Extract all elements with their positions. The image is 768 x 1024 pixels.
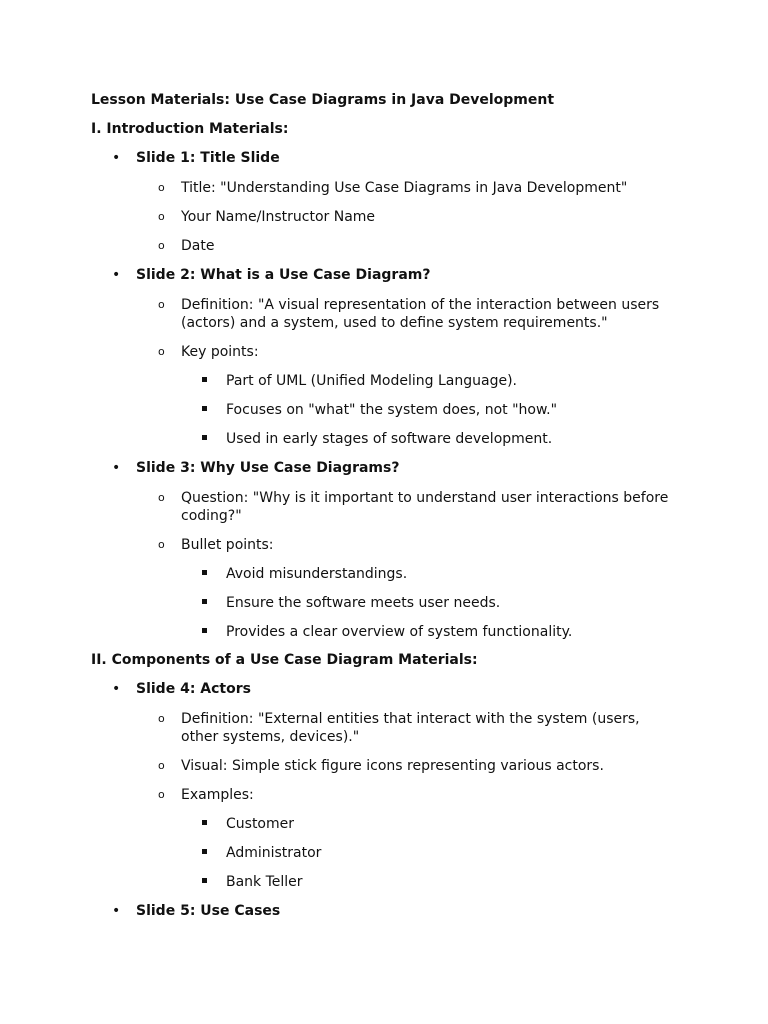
list-item [158, 489, 681, 525]
sub-list-item-text: Focuses on "what" the system does, not "how." [226, 402, 558, 418]
list-item-text: Examples: [181, 787, 254, 803]
slide-heading [112, 459, 768, 477]
bullet-disc-icon: • [112, 903, 121, 919]
slide-heading-text: Slide 3: Why Use Case Diagrams? [136, 460, 400, 476]
bullet-square-icon [202, 878, 207, 883]
sub-list-item [226, 430, 706, 448]
sub-list-item-text: Administrator [226, 845, 322, 861]
slide-heading [112, 266, 768, 284]
list-item-text: Definition: "A visual representation of the interaction between users (actors) and a system, used to define system requirements." [181, 297, 660, 331]
section-heading: I. Introduction Materials: [91, 121, 289, 137]
list-item-text: Title: "Understanding Use Case Diagrams in Java Development" [181, 180, 628, 196]
bullet-square-icon [202, 570, 207, 575]
slide-heading [112, 149, 768, 167]
bullet-circle-icon: o [158, 788, 165, 801]
bullet-disc-icon: • [112, 267, 121, 283]
bullet-disc-icon: • [112, 681, 121, 697]
list-item-text: Definition: "External entities that interact with the system (users, other systems, devices)." [181, 711, 640, 745]
sub-list-item [226, 873, 706, 891]
sub-list-item-text: Ensure the software meets user needs. [226, 595, 501, 611]
bullet-circle-icon: o [158, 239, 165, 252]
slide-heading [112, 680, 768, 698]
list-item-text: Question: "Why is it important to understand user interactions before coding?" [181, 490, 669, 524]
list-item-text: Visual: Simple stick figure icons representing various actors. [181, 758, 604, 774]
list-item-text: Your Name/Instructor Name [181, 209, 376, 225]
list-item [158, 208, 681, 226]
bullet-circle-icon: o [158, 759, 165, 772]
list-item [158, 786, 681, 804]
bullet-circle-icon: o [158, 298, 165, 311]
bullet-circle-icon: o [158, 491, 165, 504]
bullet-square-icon [202, 820, 207, 825]
sub-list-item-text: Used in early stages of software development. [226, 431, 553, 447]
bullet-disc-icon: • [112, 460, 121, 476]
list-item-text: Bullet points: [181, 537, 274, 553]
slide-heading-text: Slide 2: What is a Use Case Diagram? [136, 267, 431, 283]
sub-list-item-text: Part of UML (Unified Modeling Language). [226, 373, 517, 389]
sub-list-item [226, 623, 706, 641]
list-item [158, 710, 681, 746]
slide-heading-text: Slide 5: Use Cases [136, 903, 281, 919]
list-item [158, 757, 681, 775]
sub-list-item [226, 844, 706, 862]
sub-list-item [226, 815, 706, 833]
sub-list-item-text: Bank Teller [226, 874, 303, 890]
document-title: Lesson Materials: Use Case Diagrams in Java Development [91, 92, 555, 108]
bullet-disc-icon: • [112, 150, 121, 166]
bullet-square-icon [202, 849, 207, 854]
sub-list-item-text: Customer [226, 816, 295, 832]
list-item [158, 536, 681, 554]
list-item-text: Key points: [181, 344, 259, 360]
bullet-square-icon [202, 435, 207, 440]
bullet-square-icon [202, 599, 207, 604]
list-item [158, 179, 681, 197]
sub-list-item [226, 372, 706, 390]
slide-heading [112, 902, 768, 920]
bullet-circle-icon: o [158, 345, 165, 358]
bullet-square-icon [202, 628, 207, 633]
list-item [158, 296, 681, 332]
bullet-square-icon [202, 377, 207, 382]
list-item [158, 343, 681, 361]
bullet-square-icon [202, 406, 207, 411]
bullet-circle-icon: o [158, 538, 165, 551]
sub-list-item-text: Avoid misunderstandings. [226, 566, 408, 582]
list-item-text: Date [181, 238, 215, 254]
sub-list-item [226, 401, 706, 419]
section-heading: II. Components of a Use Case Diagram Materials: [91, 652, 478, 668]
document-body [0, 121, 768, 932]
sub-list-item [226, 594, 706, 612]
slide-heading-text: Slide 4: Actors [136, 681, 251, 697]
slide-heading-text: Slide 1: Title Slide [136, 150, 280, 166]
bullet-circle-icon: o [158, 712, 165, 725]
sub-list-item-text: Provides a clear overview of system functionality. [226, 624, 573, 640]
bullet-circle-icon: o [158, 181, 165, 194]
list-item [158, 237, 681, 255]
sub-list-item [226, 565, 706, 583]
bullet-circle-icon: o [158, 210, 165, 223]
